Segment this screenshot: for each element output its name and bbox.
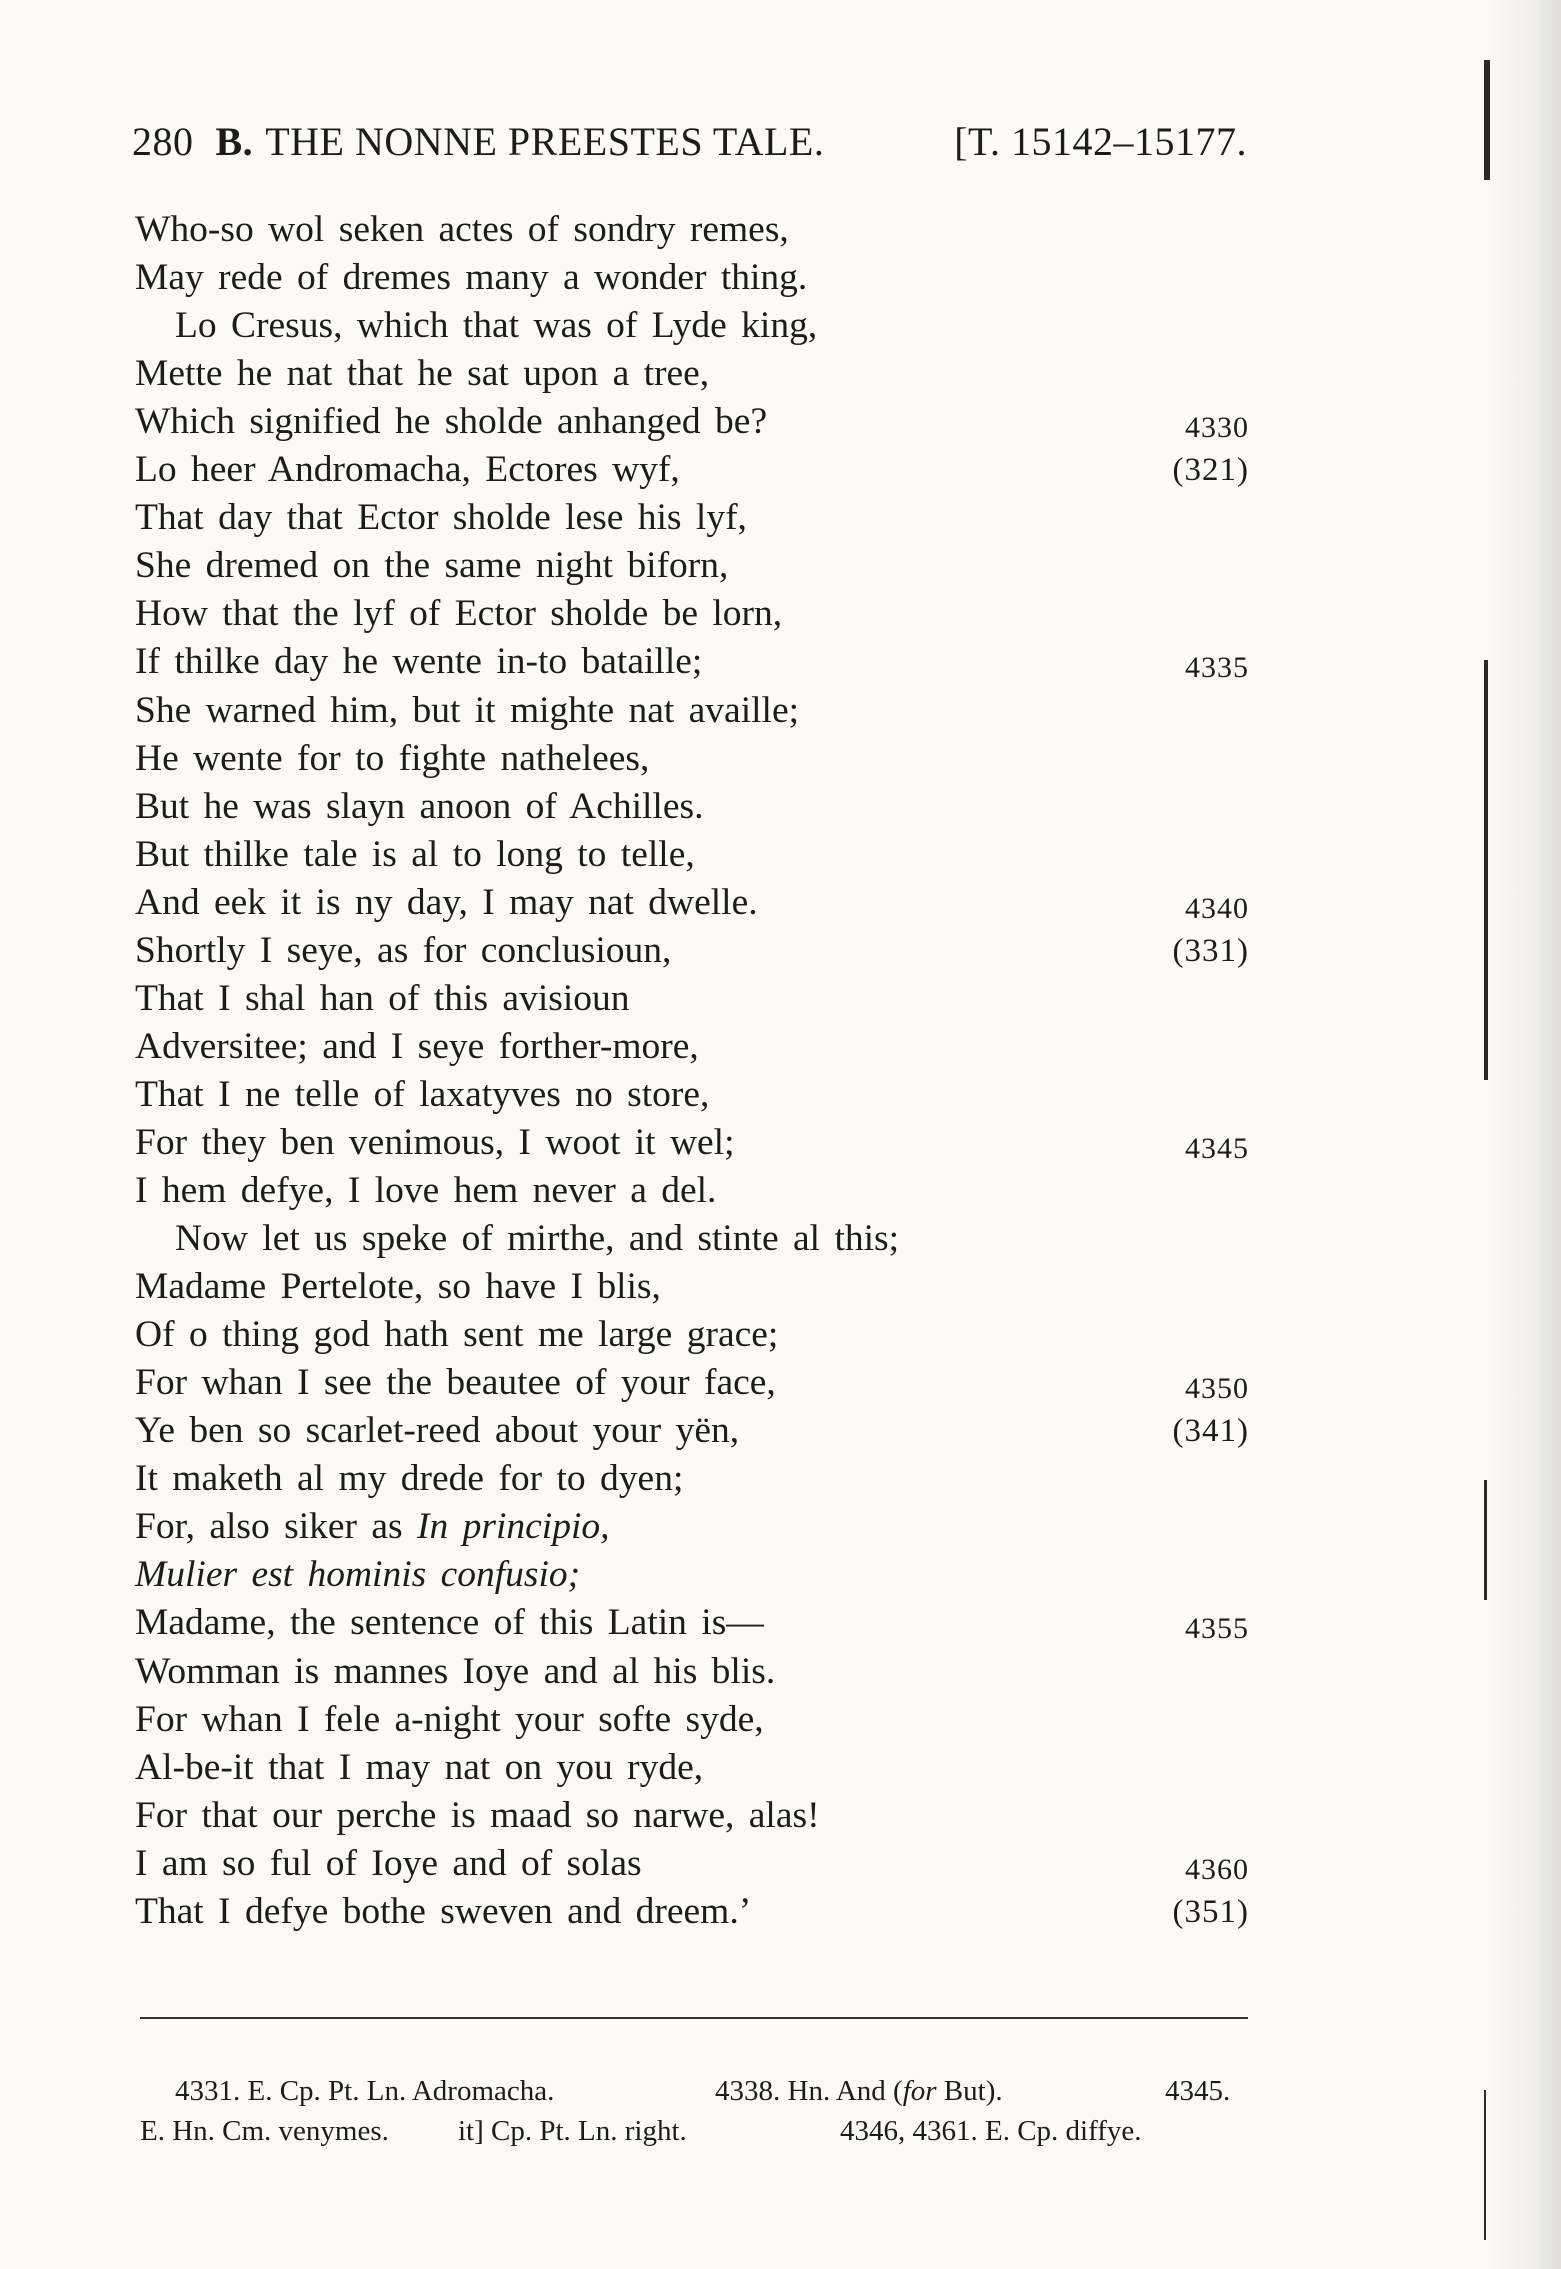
verse-line	[0, 1792, 1561, 1840]
verse-line	[0, 1119, 1561, 1167]
verse-text: Of o thing god hath sent me large grace;	[135, 1314, 779, 1356]
alt-line-number: (341)	[1172, 1413, 1249, 1450]
verse-line	[0, 1744, 1561, 1792]
verse-line	[0, 1023, 1561, 1071]
verse-text: If thilke day he wente in-to bataille;	[135, 641, 703, 683]
verse-line	[0, 446, 1561, 494]
page-edge-shadow	[1486, 0, 1561, 2269]
verse-text: Adversitee; and I seye forther-more,	[135, 1025, 699, 1067]
verse-line	[0, 783, 1561, 831]
verse-text: She warned him, but it mighte nat availle;	[135, 689, 800, 731]
verse-text: For, also siker as In principio,	[135, 1506, 610, 1548]
verse-line	[0, 494, 1561, 542]
verse-line	[0, 1455, 1561, 1503]
verse-line	[0, 687, 1561, 735]
footnote-4331: 4331. E. Cp. Pt. Ln. Adromacha.	[175, 2075, 555, 2107]
line-number: 4355	[1185, 1612, 1249, 1646]
verse-line	[0, 542, 1561, 590]
verse-text: Mette he nat that he sat upon a tree,	[135, 353, 710, 395]
footnote-right: it] Cp. Pt. Ln. right.	[458, 2115, 687, 2147]
footnote-line-2	[140, 2112, 1248, 2152]
verse-text: For whan I see the beautee of your face,	[135, 1362, 776, 1404]
verse-line	[0, 1648, 1561, 1696]
page-number: 280	[132, 119, 194, 164]
line-range: [T. 15142–15177.	[954, 119, 1247, 164]
verse-line	[0, 590, 1561, 638]
verse-line	[0, 927, 1561, 975]
verse-line	[0, 206, 1561, 254]
verse-text: Who-so wol seken actes of sondry remes,	[135, 209, 789, 250]
page-edge-mark	[1484, 660, 1488, 1080]
footnote-4345: 4345.	[1165, 2075, 1231, 2107]
running-header	[132, 118, 1247, 165]
tale-title: THE NONNE PREESTES TALE.	[265, 119, 825, 164]
verse-text: That I defye bothe sweven and dreem.’	[135, 1890, 752, 1932]
page-edge-mark	[1484, 60, 1490, 180]
verse-text: How that the lyf of Ector sholde be lorn,	[135, 593, 783, 635]
verse-text: Madame, the sentence of this Latin is—	[135, 1602, 764, 1644]
verse-text: Al-be-it that I may nat on you ryde,	[135, 1746, 704, 1788]
footnote-line-1	[140, 2072, 1248, 2112]
verse-text: And eek it is ny day, I may nat dwelle.	[135, 881, 758, 923]
verse-text: For whan I fele a-night your softe syde,	[135, 1698, 764, 1740]
verse-line	[0, 302, 1561, 350]
verse-line	[0, 1167, 1561, 1215]
verse-text: She dremed on the same night biforn,	[135, 545, 729, 587]
verse-line	[0, 1551, 1561, 1599]
section-letter: B.	[215, 119, 254, 164]
verse-text: Mulier est hominis confusio;	[135, 1554, 581, 1596]
verse-text: I hem defye, I love hem never a del.	[135, 1170, 717, 1211]
verse-text: Lo Cresus, which that was of Lyde king,	[175, 305, 818, 347]
verse-text: That I shal han of this avisioun	[135, 977, 630, 1019]
alt-line-number: (321)	[1172, 452, 1249, 489]
verse-line	[0, 398, 1561, 446]
verse-text: But thilke tale is al to long to telle,	[135, 833, 695, 875]
line-number: 4330	[1185, 411, 1249, 445]
verse-text: But he was slayn anoon of Achilles.	[135, 785, 704, 827]
verse-text: For they ben venimous, I woot it wel;	[135, 1121, 735, 1163]
verse-line	[0, 735, 1561, 783]
verse-line	[0, 1599, 1561, 1647]
verse-text: Ye ben so scarlet-reed about your yën,	[135, 1410, 740, 1452]
line-number: 4340	[1185, 891, 1249, 925]
verse-line	[0, 1888, 1561, 1936]
verse-line	[0, 1840, 1561, 1888]
verse-text: Womman is mannes Ioye and al his blis.	[135, 1650, 776, 1692]
verse-line	[0, 254, 1561, 302]
verse-text: Lo heer Andromacha, Ectores wyf,	[135, 449, 680, 491]
verse-text: Now let us speke of mirthe, and stinte al this;	[175, 1218, 900, 1260]
verse-line	[0, 879, 1561, 927]
verse-line	[0, 831, 1561, 879]
line-number: 4345	[1185, 1131, 1249, 1165]
verse-line	[0, 1359, 1561, 1407]
line-number: 4350	[1185, 1372, 1249, 1406]
verse-line	[0, 638, 1561, 686]
verse-line	[0, 975, 1561, 1023]
verse-text: That day that Ector sholde lese his lyf,	[135, 497, 747, 539]
footnote-venymes: E. Hn. Cm. venymes.	[140, 2115, 389, 2147]
verse-text: He wente for to fighte nathelees,	[135, 737, 650, 779]
verse-text: I am so ful of Ioye and of solas	[135, 1842, 642, 1884]
page-edge-mark	[1484, 2090, 1486, 2240]
verse-line	[0, 1503, 1561, 1551]
page-edge-mark	[1484, 1480, 1487, 1600]
line-number: 4360	[1185, 1852, 1249, 1886]
verse-line	[0, 350, 1561, 398]
verse-text: Madame Pertelote, so have I blis,	[135, 1266, 661, 1308]
alt-line-number: (331)	[1172, 932, 1249, 969]
verse-text: May rede of dremes many a wonder thing.	[135, 257, 808, 299]
alt-line-number: (351)	[1172, 1893, 1249, 1930]
verse-text: Which signified he sholde anhanged be?	[135, 401, 768, 443]
verse-text: That I ne telle of laxatyves no store,	[135, 1073, 710, 1115]
verse-line	[0, 1696, 1561, 1744]
verse-line	[0, 1071, 1561, 1119]
footnotes	[140, 2072, 1248, 2152]
footnote-4346-4361: 4346, 4361. E. Cp. diffye.	[840, 2115, 1142, 2147]
verse-line	[0, 1263, 1561, 1311]
verse-text: For that our perche is maad so narwe, alas!	[135, 1794, 820, 1836]
verse-line	[0, 1407, 1561, 1455]
verse-text: It maketh al my drede for to dyen;	[135, 1458, 684, 1500]
verse-line	[0, 1215, 1561, 1263]
verse-line	[0, 1311, 1561, 1359]
verse-text: Shortly I seye, as for conclusioun,	[135, 929, 672, 971]
footnote-rule	[140, 2017, 1248, 2019]
footnote-4338: 4338. Hn. And (for But).	[715, 2075, 1003, 2107]
line-number: 4335	[1185, 651, 1249, 685]
